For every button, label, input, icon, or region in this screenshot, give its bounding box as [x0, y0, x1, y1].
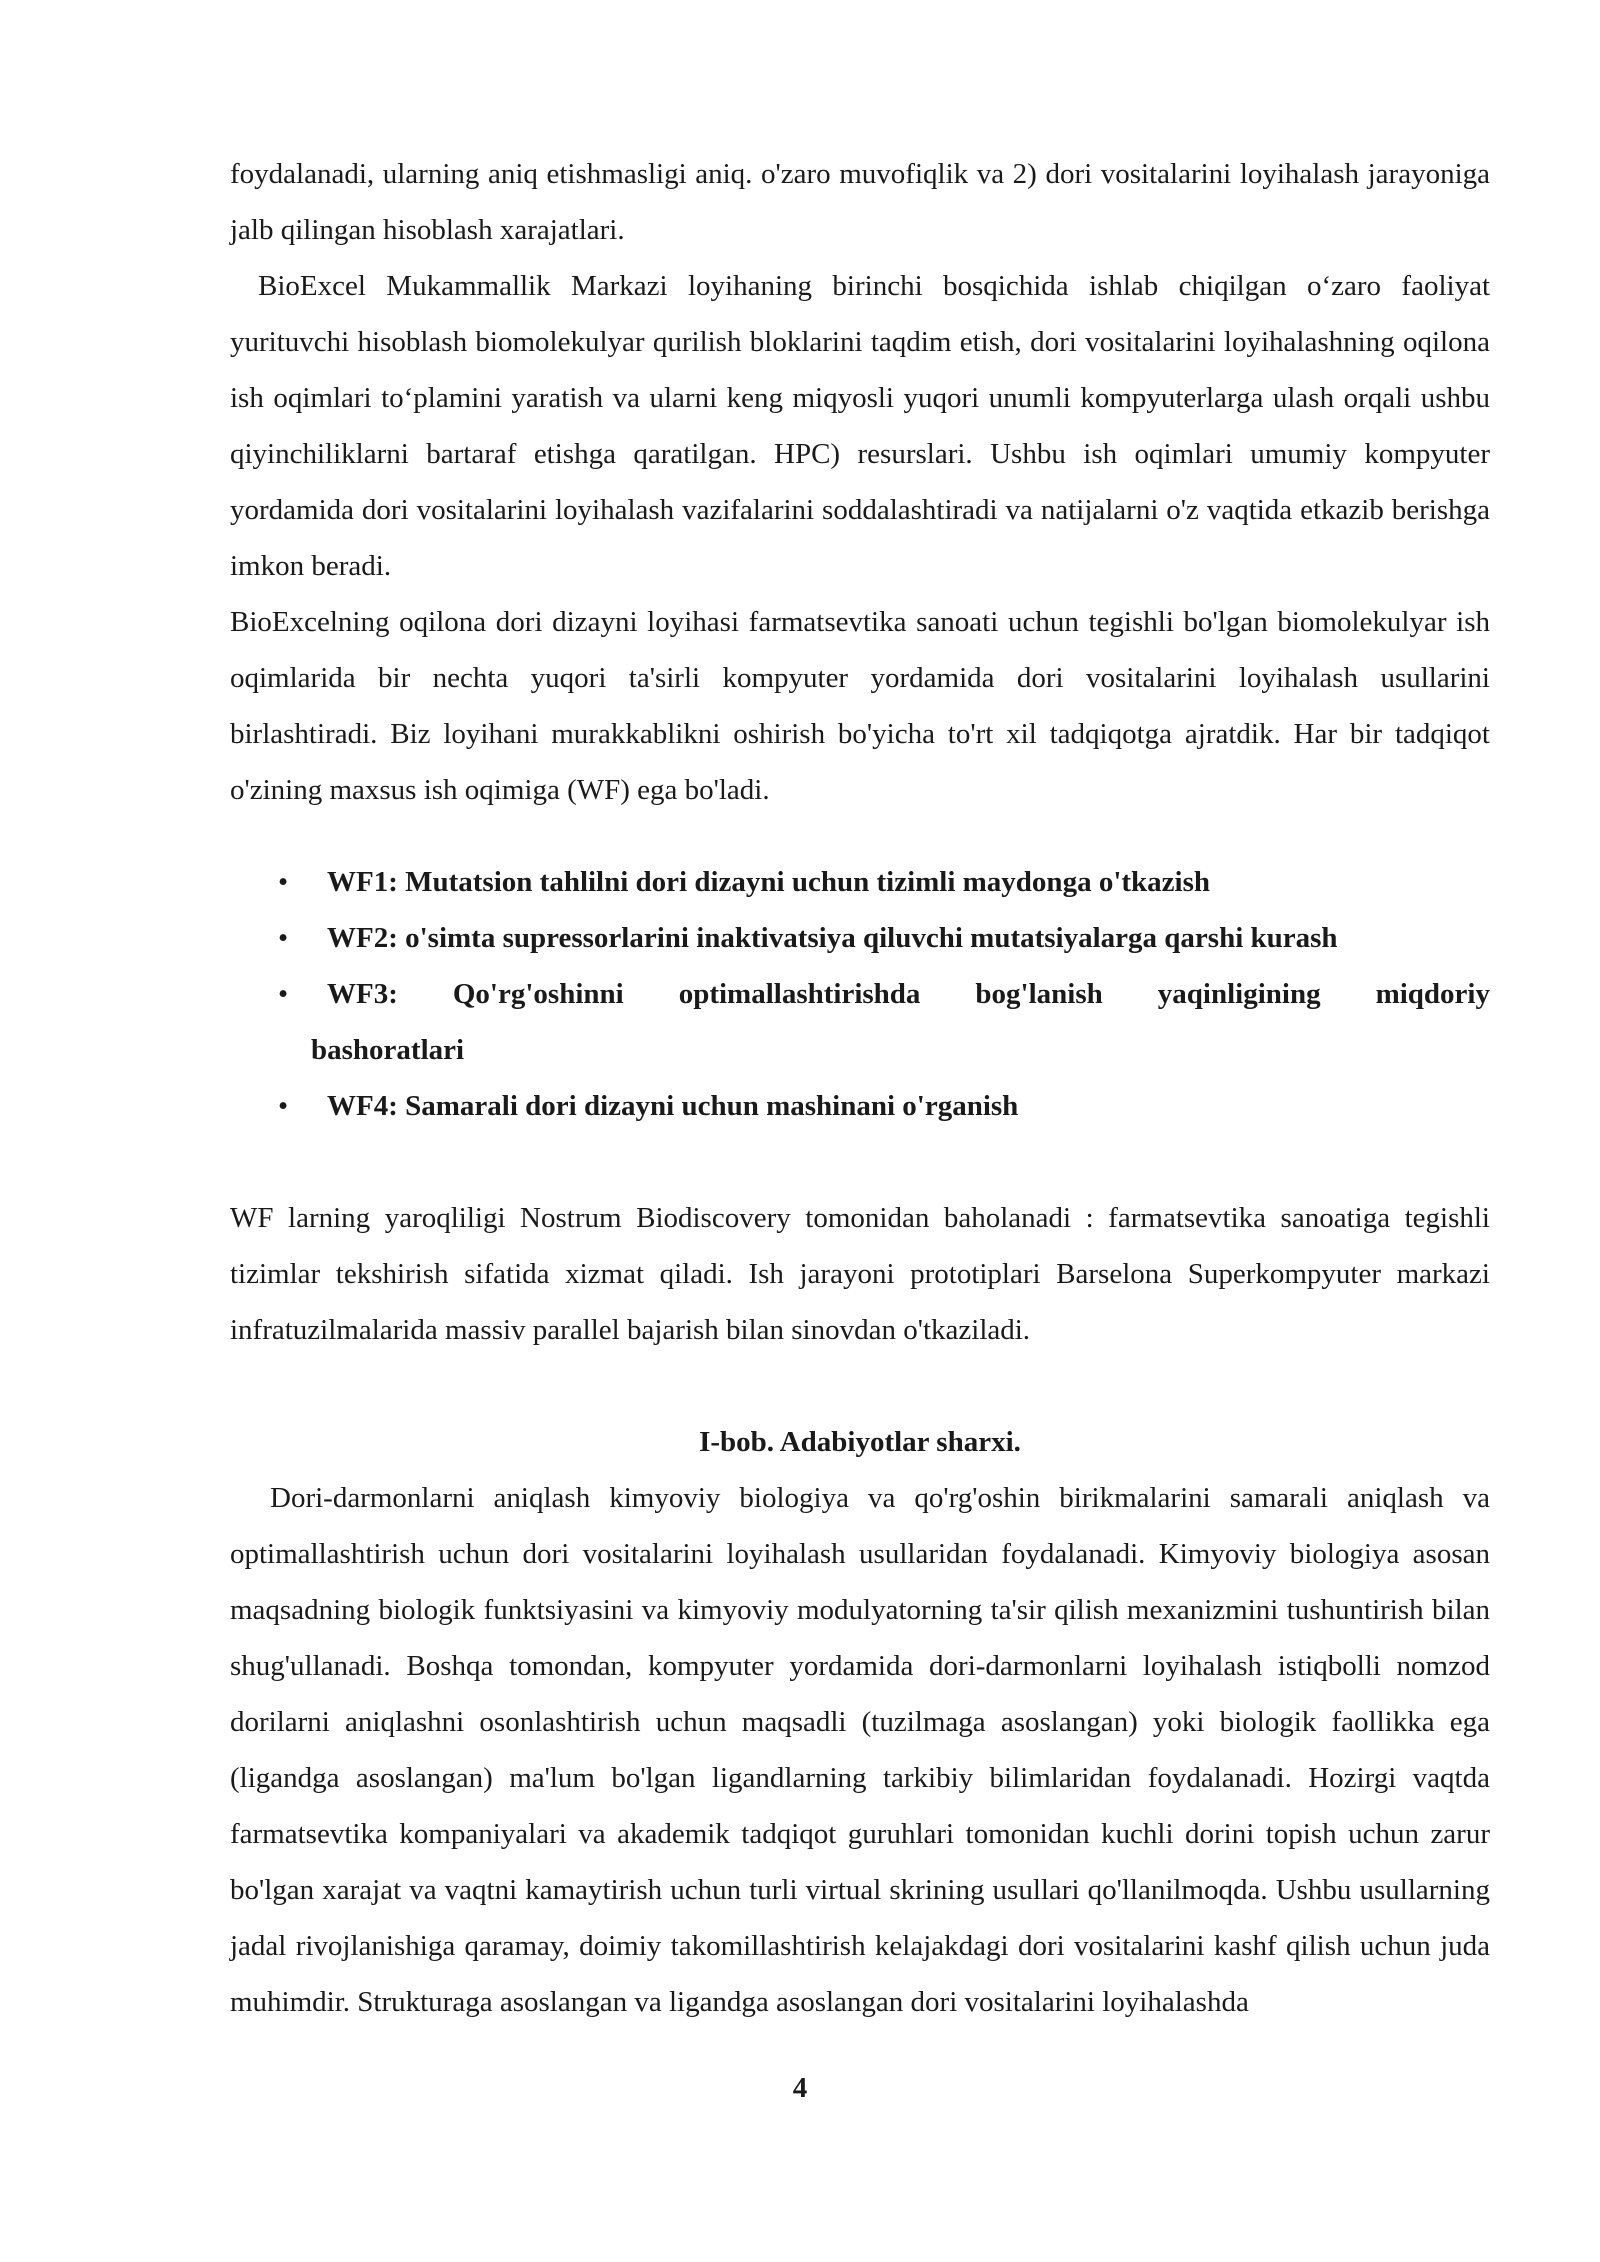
paragraph-bioexcel-center: BioExcel Mukammallik Markazi loyihaning birinchi bosqichida ishlab chiqilgan o‘zaro faoliyat yurituvchi hisoblash biomolekulyar qurilish bloklarini taqdim etish, dori vositalarini loyihalashning oqilona ish oqimlari to‘plamini yaratish va ularni keng miqyosli yuqori unumli kompyuterlarga ulash orqali ushbu qiyinchiliklarni bartaraf etishga qaratilgan. HPC) resurslari. Ushbu ish oqimlari umumiy kompyuter yordamida dori vositalarini loyihalash vazifalarini soddalashtiradi va natijalarni o'z vaqtida etkazib berishga imkon beradi. [230, 270, 1490, 582]
spacer [230, 818, 1490, 854]
page-body [230, 146, 1490, 2030]
paragraph-rational-drug-design: BioExcelning oqilona dori dizayni loyihasi farmatsevtika sanoati uchun tegishli bo'lgan biomolekulyar ish oqimlarida bir nechta yuqori ta'sirli kompyuter yordamida dori vositalarini loyihalash usullarini birlashtiradi. Biz loyihani murakkablikni oshirish bo'yicha to'rt xil tadqiqotga ajratdik. Har bir tadqiqot o'zining maxsus ish oqimiga (WF) ega bo'ladi. [230, 606, 1490, 806]
paragraph-literature-review: Dori-darmonlarni aniqlash kimyoviy biologiya va qo'rg'oshin birikmalarini samarali aniqlash va optimallashtirish uchun dori vositalarini loyihalash usullaridan foydalanadi. Kimyoviy biologiya asosan maqsadning biologik funktsiyasini va kimyoviy modulyatorning ta'sir qilish mexanizmini tushuntirish bilan shug'ullanadi. Boshqa tomondan, kompyuter yordamida dori-darmonlarni loyihalash istiqbolli nomzod dorilarni aniqlashni osonlashtirish uchun maqsadli (tuzilmaga asoslangan) yoki biologik faollikka ega (ligandga asoslangan) ma'lum bo'lgan ligandlarning tarkibiy bilimlaridan foydalanadi. Hozirgi vaqtda farmatsevtika kompaniyalari va akademik tadqiqot guruhlari tomonidan kuchli dorini topish uchun zarur bo'lgan xarajat va vaqtni kamaytirish uchun turli virtual skrining usullari qo'llanilmoqda. Ushbu usullarning jadal rivojlanishiga qaramay, doimiy takomillashtirish kelajakdagi dori vositalarini kashf qilish uchun juda muhimdir. Strukturaga asoslangan va ligandga asoslangan dori vositalarini loyihalashda [230, 1482, 1490, 2018]
spacer [230, 1134, 1490, 1190]
list-item-wf3 [230, 966, 1490, 1078]
list-item-wf4 [230, 1078, 1490, 1134]
spacer [230, 1358, 1490, 1414]
bullet-icon: • [278, 922, 289, 954]
bullet-icon: • [278, 1090, 289, 1122]
chapter-title: I-bob. Adabiyotlar sharxi. [699, 1426, 1021, 1458]
list-item-text: WF2: o'simta supressorlarini inaktivatsiya qiluvchi mutatsiyalarga qarshi kurash [327, 922, 1338, 954]
list-item-text-continuation: bashoratlari [311, 1034, 465, 1066]
list-item-text: WF4: Samarali dori dizayni uchun mashinani o'rganish [327, 1090, 1019, 1122]
list-item-wf2 [230, 910, 1490, 966]
workflow-list [230, 854, 1490, 1134]
bullet-icon: • [278, 978, 289, 1010]
list-item-wf1 [230, 854, 1490, 910]
paragraph-wf-validation: WF larning yaroqliligi Nostrum Biodiscovery tomonidan baholanadi : farmatsevtika sanoatiga tegishli tizimlar tekshirish sifatida xizmat qiladi. Ish jarayoni prototiplari Barselona Superkompyuter markazi infratuzilmalarida massiv parallel bajarish bilan sinovdan o'tkaziladi. [230, 1202, 1490, 1346]
list-item-text: WF3: Qo'rg'oshinni optimallashtirishda bog'lanish yaqinligining miqdoriy [327, 978, 1490, 1010]
bullet-icon: • [278, 866, 289, 898]
paragraph-intro-continuation: foydalanadi, ularning aniq etishmasligi aniq. o'zaro muvofiqlik va 2) dori vositalarini loyihalash jarayoniga jalb qilingan hisoblash xarajatlari. [230, 158, 1490, 246]
page-number: 4 [792, 2072, 808, 2104]
list-item-text: WF1: Mutatsion tahlilni dori dizayni uchun tizimli maydonga o'tkazish [327, 866, 1210, 898]
